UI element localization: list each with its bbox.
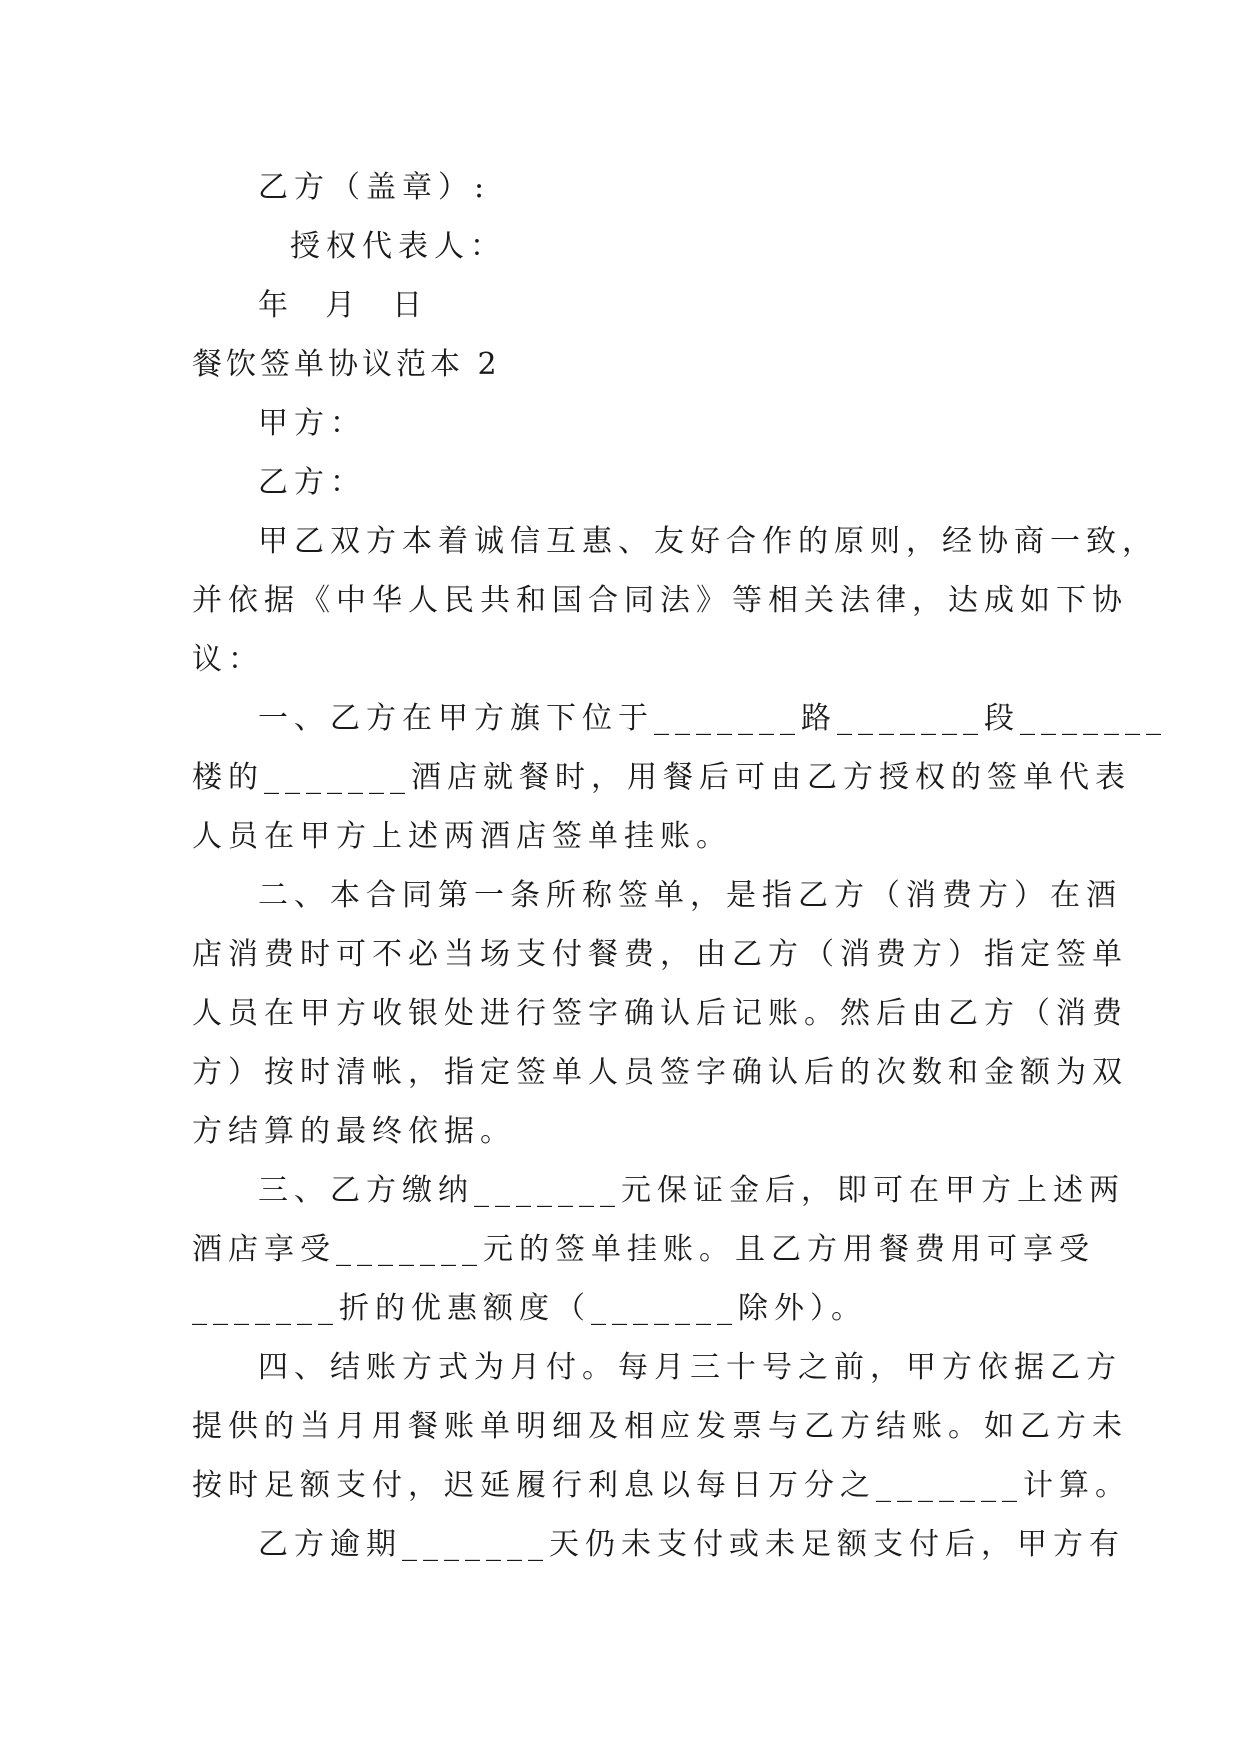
clause-4-line-2: 提供的当月用餐账单明细及相应发票与乙方结账。如乙方未 bbox=[192, 1409, 1128, 1444]
clause-4-line-4: 乙方逾期_______天仍未支付或未足额支付后，甲方有 bbox=[258, 1527, 1125, 1562]
document-heading: 餐饮签单协议范本 2 bbox=[192, 347, 501, 382]
clause-4-line-3: 按时足额支付，迟延履行利息以每日万分之_______计算。 bbox=[192, 1468, 1131, 1503]
authorized-representative-line: 授权代表人： bbox=[290, 229, 506, 264]
clause-1-line-2: 楼的_______酒店就餐时，用餐后可由乙方授权的签单代表 bbox=[192, 760, 1131, 795]
clause-2-line-4: 方）按时清帐，指定签单人员签字确认后的次数和金额为双 bbox=[192, 1055, 1128, 1090]
party-b-seal-line: 乙方（盖章）: bbox=[258, 170, 491, 205]
clause-3-line-3: _______折的优惠额度（_______除外）。 bbox=[192, 1291, 867, 1326]
date-line: 年 月 日 bbox=[258, 288, 429, 323]
preamble-line-2: 并依据《中华人民共和国合同法》等相关法律，达成如下协 bbox=[192, 583, 1128, 618]
clause-3-line-1: 三、乙方缴纳_______元保证金后，即可在甲方上述两 bbox=[258, 1173, 1125, 1208]
preamble-line-3: 议： bbox=[192, 642, 264, 677]
clause-2-line-5: 方结算的最终依据。 bbox=[192, 1114, 516, 1149]
clause-2-line-2: 店消费时可不必当场支付餐费，由乙方（消费方）指定签单 bbox=[192, 937, 1128, 972]
party-b-line: 乙方： bbox=[258, 465, 366, 500]
clause-2-line-3: 人员在甲方收银处进行签字确认后记账。然后由乙方（消费 bbox=[192, 996, 1128, 1031]
preamble-line-1: 甲乙双方本着诚信互惠、友好合作的原则，经协商一致， bbox=[258, 524, 1158, 559]
clause-4-line-1: 四、结账方式为月付。每月三十号之前，甲方依据乙方 bbox=[258, 1350, 1122, 1385]
clause-1-line-3: 人员在甲方上述两酒店签单挂账。 bbox=[192, 819, 732, 854]
clause-3-line-2: 酒店享受_______元的签单挂账。且乙方用餐费用可享受 bbox=[192, 1232, 1095, 1267]
clause-2-line-1: 二、本合同第一条所称签单，是指乙方（消费方）在酒 bbox=[258, 878, 1122, 913]
party-a-line: 甲方： bbox=[258, 406, 366, 441]
clause-1-line-1: 一、乙方在甲方旗下位于_______路_______段_______ bbox=[258, 701, 1167, 736]
